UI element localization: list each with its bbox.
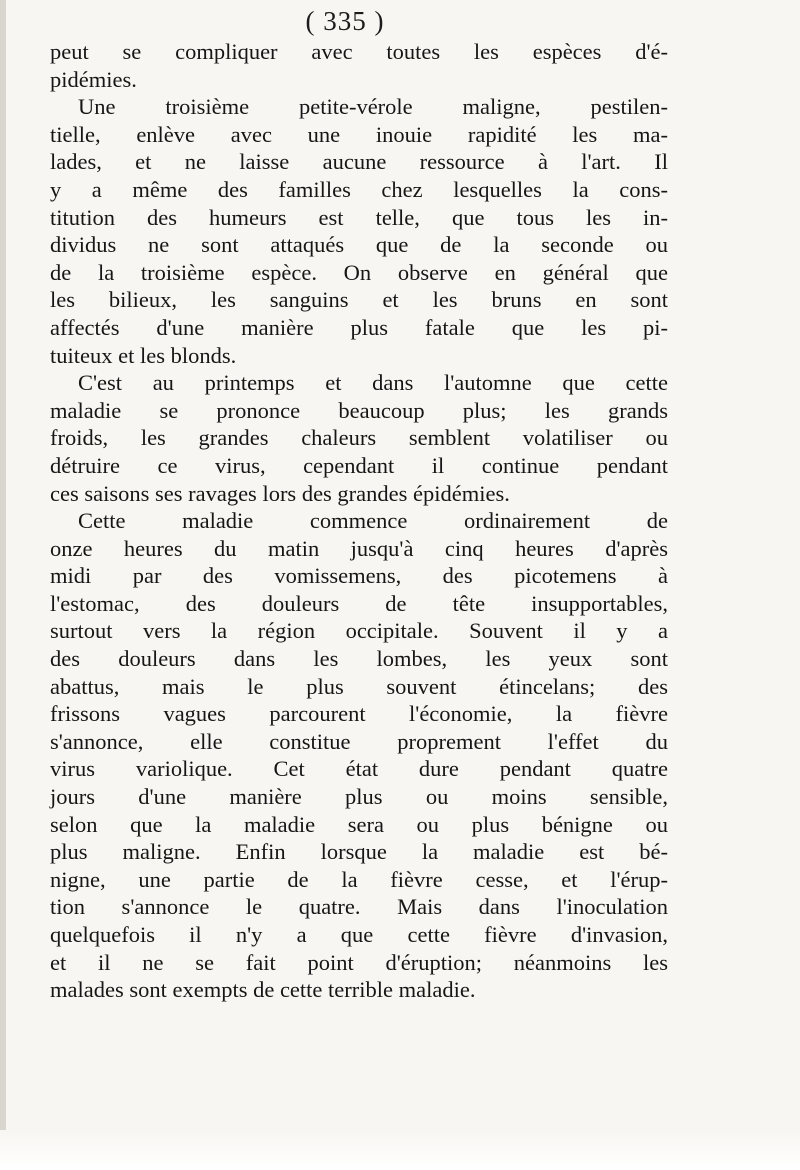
body-text — [50, 38, 668, 1004]
text-line: onze heures du matin jusqu'à cinq heures d'après — [50, 535, 668, 561]
page-number: ( 335 ) — [305, 6, 385, 36]
text-line: maladie se prononce beaucoup plus; les grands — [50, 397, 668, 423]
text-line: frissons vagues parcourent l'économie, la fièvre — [50, 701, 668, 727]
text-line: y a même des familles chez lesquelles la cons- — [50, 176, 668, 202]
text-line: jours d'une manière plus ou moins sensible, — [50, 784, 668, 810]
text-line: nigne, une partie de la fièvre cesse, et l'érup- — [50, 866, 668, 892]
text-line: surtout vers la région occipitale. Souvent il y a — [50, 618, 668, 644]
text-line: midi par des vomissemens, des picotemens à — [50, 563, 668, 589]
text-line: les bilieux, les sanguins et les bruns en sont — [50, 287, 668, 313]
text-line: titution des humeurs est telle, que tous les in- — [50, 204, 668, 230]
text-line: et il ne se fait point d'éruption; néanmoins les — [50, 949, 668, 975]
text-line: tuiteux et les blonds. — [50, 342, 237, 368]
page-bottom-margin — [0, 1130, 800, 1170]
text-line: plus maligne. Enfin lorsque la maladie est bé- — [50, 839, 668, 865]
text-line: s'annonce, elle constitue proprement l'effet du — [50, 728, 668, 754]
text-line: de la troisième espèce. On observe en général que — [50, 259, 668, 285]
text-line: tion s'annonce le quatre. Mais dans l'inoculation — [50, 894, 668, 920]
text-line: l'estomac, des douleurs de tête insupportables, — [50, 590, 668, 616]
page-edge — [0, 0, 6, 1170]
text-line: des douleurs dans les lombes, les yeux sont — [50, 646, 668, 672]
text-line: peut se compliquer avec toutes les espèces d'é- — [50, 39, 668, 64]
text-line: selon que la maladie sera ou plus bénigne ou — [50, 811, 668, 837]
text-line: affectés d'une manière plus fatale que les pi- — [50, 314, 668, 340]
text-line: détruire ce virus, cependant il continue pendant — [50, 452, 668, 478]
text-line: dividus ne sont attaqués que de la seconde ou — [50, 232, 668, 258]
text-line: Une troisième petite-vérole maligne, pestilen- — [78, 94, 668, 120]
text-line: ces saisons ses ravages lors des grandes épidémies. — [50, 480, 510, 506]
text-line: froids, les grandes chaleurs semblent volatiliser ou — [50, 425, 668, 451]
text-line: lades, et ne laisse aucune ressource à l'art. Il — [50, 149, 668, 175]
text-line: virus variolique. Cet état dure pendant quatre — [50, 756, 668, 782]
text-line: quelquefois il n'y a que cette fièvre d'invasion, — [50, 922, 668, 947]
text-line: abattus, mais le plus souvent étincelans; des — [50, 673, 668, 699]
text-line: Cette maladie commence ordinairement de — [78, 508, 668, 534]
text-line: malades sont exempts de cette terrible maladie. — [50, 977, 476, 1003]
text-line: pidémies. — [50, 66, 137, 92]
text-line: tielle, enlève avec une inouie rapidité les ma- — [50, 121, 668, 147]
text-line: C'est au printemps et dans l'automne que cette — [78, 370, 668, 396]
